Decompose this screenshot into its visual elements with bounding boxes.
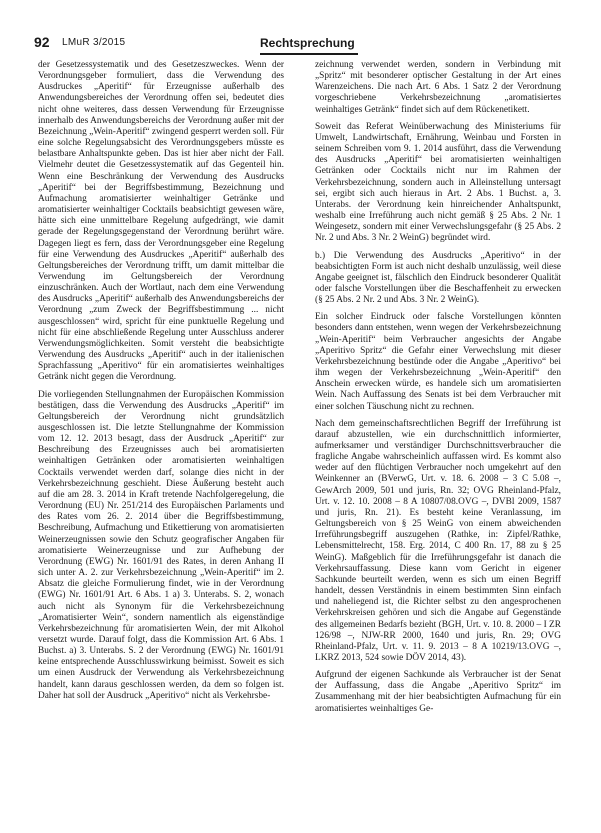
paragraph: Ein solcher Eindruck oder falsche Vorstellungen könnten besonders dann entstehen, wenn wegen der Verkehrsbezeichnung „Wein-Aperitif“ beim Verbraucher angesichts der Angabe „Aperitivo Spritz“ die Gefahr einer Verwechslung mit dieser Verkehrsbezeichnung bestünde oder die Angabe „Aperitivo“ bei ihm wegen der Verkehrsbezeichnung „Wein-Aperitif“ den Anschein erwecken würde, es handele sich um aromatisierten Wein. Nach Auffassung des Senats ist bei dem Verbraucher mit einer solchen Täuschung nicht zu rechnen. xyxy=(315,312,561,412)
paragraph: der Gesetzessystematik und des Gesetzeszweckes. Wenn der Verordnungsgeber formuliert, dass die Verwendung des Ausdruckes „Aperitif“ für Erzeugnisse außerhalb des Anwendungsbereiches der Verordnung offen sei, bedeutet dies nicht ohne weiteres, dass dessen Verwendung für Erzeugnisse innerhalb des Anwendungsbereichs der Verordnung außer mit der Bezeichnung „Wein-Aperitif“ zwingend gesperrt werden soll. Für eine solche Regelungsabsicht des Verordnungsgebers müsste es belastbare Anhaltspunkte geben. Das ist hier aber nicht der Fall. Vielmehr deutet die Gesetzessystematik auf das Gegenteil hin. Wenn eine Beschränkung der Verwendung des Ausdrucks „Aperitif“ bei der Begriffsbestimmung, Bezeichnung und Aufmachung aromatisierter weinhaltiger Getränke und aromatisierter weinhaltiger Cocktails beabsichtigt gewesen wäre, hätte sich eine unmittelbare Regelung aufgedrängt, wie damit gerade der Regelungsgegenstand der Verordnung berührt wäre. Dagegen liegt es fern, dass der Verordnungsgeber eine Regelung für eine Verwendung des Ausdruckes „Aperitif“ außerhalb des Geltungsbereiches der Verordnung trifft, um damit mittelbar die Verwendung im Geltungsbereich der Verordnung einzuschränken. Auch der Wortlaut, nach dem eine Verwendung des Ausdrucks „Aperitif“ außerhalb des Anwendungsbereichs der Verordnung „zum Zweck der Begriffsbestimmung ... nicht ausgeschlossen“ wird, spricht für eine punktuelle Regelung und nicht für eine abschließende Regelung unter Ausschluss anderer Verwendungsmöglichkeiten. Somit versteht die beabsichtigte Verwendung des Ausdrucks „Aperitif“ auch in der italienischen Sprachfassung „Aperitivo“ für ein aromatisiertes weinhaltiges Getränk nicht gegen die Verordnung. xyxy=(38,60,284,383)
section-title: Rechtsprechung xyxy=(260,36,355,50)
paragraph: Die vorliegenden Stellungnahmen der Europäischen Kommission bestätigen, dass die Verwendung des Ausdrucks „Aperitif“ im Geltungsbereich der Verordnung nicht grundsätzlich ausgeschlossen ist. Die letzte Stellungnahme der Kommission vom 12. 12. 2013 besagt, dass der Ausdruck „Aperitif“ zur Beschreibung des Erzeugnisses auch bei aromatisierten weinhaltigen Getränken oder aromatisierten weinhaltigen Cocktails verwendet werden darf, solange dies nicht in der Verkehrsbezeichnung geschieht. Diese Äußerung besteht auch auf die am 28. 3. 2014 in Kraft tretende Nachfolgeregelung, die Verordnung (EU) Nr. 251/214 des Europäischen Parlaments und des Rates vom 26. 2. 2014 über die Begriffsbestimmung, Beschreibung, Aufmachung und Etikettierung von aromatisierten Weinerzeugnissen sowie den Schutz geografischer Angaben für aromatisierte Weinerzeugnisse und zur Aufhebung der Verordnung (EWG) Nr. 1601/91 des Rates, in deren Anhang II sich unter A. 2. zur Verkehrsbezeichnung „Wein-Aperitif“ im 2. Absatz die gleiche Formulierung findet, wie in der Verordnung (EWG) Nr. 1601/91 Art. 6 Abs. 1 a) 3. Unterabs. S. 2, wonach auch nicht als Synonym für die Verkehrsbezeichnung „Aromatisierter Wein“, sondern namentlich als eigenständige Verkehrsbezeichnung für aromatisierten Wein, der mit Alkohol versetzt wurde. Darauf folgt, dass die Kommission Art. 6 Abs. 1 Buchst. a) 3. Unterabs. S. 2 der Verordnung (EWG) Nr. 1601/91 keine entsprechende Ausschlusswirkung beimisst. Soweit es sich um einen Ausdruck der Verwendung als Verkehrsbezeichnung handelt, kann daraus geschlossen werden, da dem so folgen ist. Daher hat soll der Ausdruck „Aperitivo“ nicht als Verkehrsbe- xyxy=(38,389,284,701)
left-text-column xyxy=(38,60,284,825)
page-number: 92 xyxy=(34,34,50,50)
right-text-column xyxy=(315,60,561,825)
journal-issue: LMuR 3/2015 xyxy=(62,37,126,48)
paragraph: zeichnung verwendet werden, sondern in Verbindung mit „Spritz“ mit besonderer optischer Gestaltung in der Art eines Warenzeichens. Die nach Art. 6 Abs. 1 Satz 2 der Verordnung vorgeschriebene Verkehrsbezeichnung „aromatisiertes weinhaltiges Getränk“ findet sich auf dem Rückenetikett. xyxy=(315,60,561,115)
paragraph: Aufgrund der eigenen Sachkunde als Verbraucher ist der Senat der Auffassung, dass die Angabe „Aperitivo Spritz“ im Zusammenhang mit der hier beabsichtigten Aufmachung für ein aromatisiertes weinhaltiges Ge- xyxy=(315,670,561,714)
paragraph: b.) Die Verwendung des Ausdrucks „Aperitivo“ in der beabsichtigten Form ist auch nicht deshalb unzulässig, weil diese Angabe geeignet ist, fälschlich den Eindruck besonderer Qualität oder falsche Vorstellungen über die Beschaffenheit zu erwecken (§ 25 Abs. 2 Nr. 2 und Abs. 3 Nr. 2 WeinG). xyxy=(315,250,561,306)
section-underline xyxy=(260,53,358,55)
page-header xyxy=(34,34,570,56)
paragraph: Soweit das Referat Weinüberwachung des Ministeriums für Umwelt, Landwirtschaft, Ernährung, Weinbau und Forsten in seinem Schreiben vom 9. 1. 2014 ausführt, dass die Verwendung des Ausdrucks „Aperitif“ bei aromatisierten weinhaltigen Getränken oder Cocktails nicht nur im Rahmen der Verkehrsbezeichnung, sondern auch in Alleinstellung untersagt sei, ergibt sich auch hieraus in Art. 2 Abs. 1 Buchst. a, 3. Unterabs. der Verordnung kein hinreichender Anhaltspunkt, weshalb eine Irreführung auch nicht gemäß § 25 Abs. 2 Nr. 1 Weingesetz, sondern mit einer Verwechslungsgefahr (§ 25 Abs. 2 Nr. 2 und Abs. 3 Nr. 2 WeinG) begründet wird. xyxy=(315,121,561,244)
paragraph: Nach dem gemeinschaftsrechtlichen Begriff der Irreführung ist darauf abzustellen, wie ein durchschnittlich informierter, aufmerksamer und verständiger Durchschnittsverbraucher die fragliche Angabe wahrscheinlich auffassen wird. Es kommt also weder auf den flüchtigen Verbraucher noch umgekehrt auf den Weinkenner an (BVerwG, Urt. v. 18. 6. 2008 – 3 C 5.08 –, GewArch 2009, 501 und juris, Rn. 32; OVG Rheinland-Pfalz, Urt. v. 12. 10. 2008 – 8 A 10807/08.OVG –, DVBl 2009, 1587 und juris, Rn. 21). Es besteht keine Veranlassung, im Geltungsbereich von § 25 WeinG von einem abweichenden Irreführungsbegriff auszugehen (Rathke, in: Zipfel/Rathke, Lebensmittelrecht, 158. Erg. 2014, C 400 Rn. 17, 88 zu § 25 WeinG). Maßgeblich für die Irreführungsgefahr ist danach die Verkehrsauffassung. Diese kann vom Gericht in eigener Sachkunde beurteilt werden, wenn es sich um einen Begriff handelt, dessen Verständnis in einem bestimmten Sinn einfach und naheliegend ist, die Richter selbst zu den angesprochenen Verkehrskreisen gehören und sich die Angabe auf Gegenstände des allgemeinen Bedarfs bezieht (BGH, Urt. v. 10. 8. 2000 – I ZR 126/98 –, NJW-RR 2000, 1640 und juris, Rn. 29; OVG Rheinland-Pfalz, Urt. v. 11. 9. 2013 – 8 A 10219/13.OVG –, LKRZ 2013, 524 sowie DÖV 2014, 43). xyxy=(315,418,561,663)
